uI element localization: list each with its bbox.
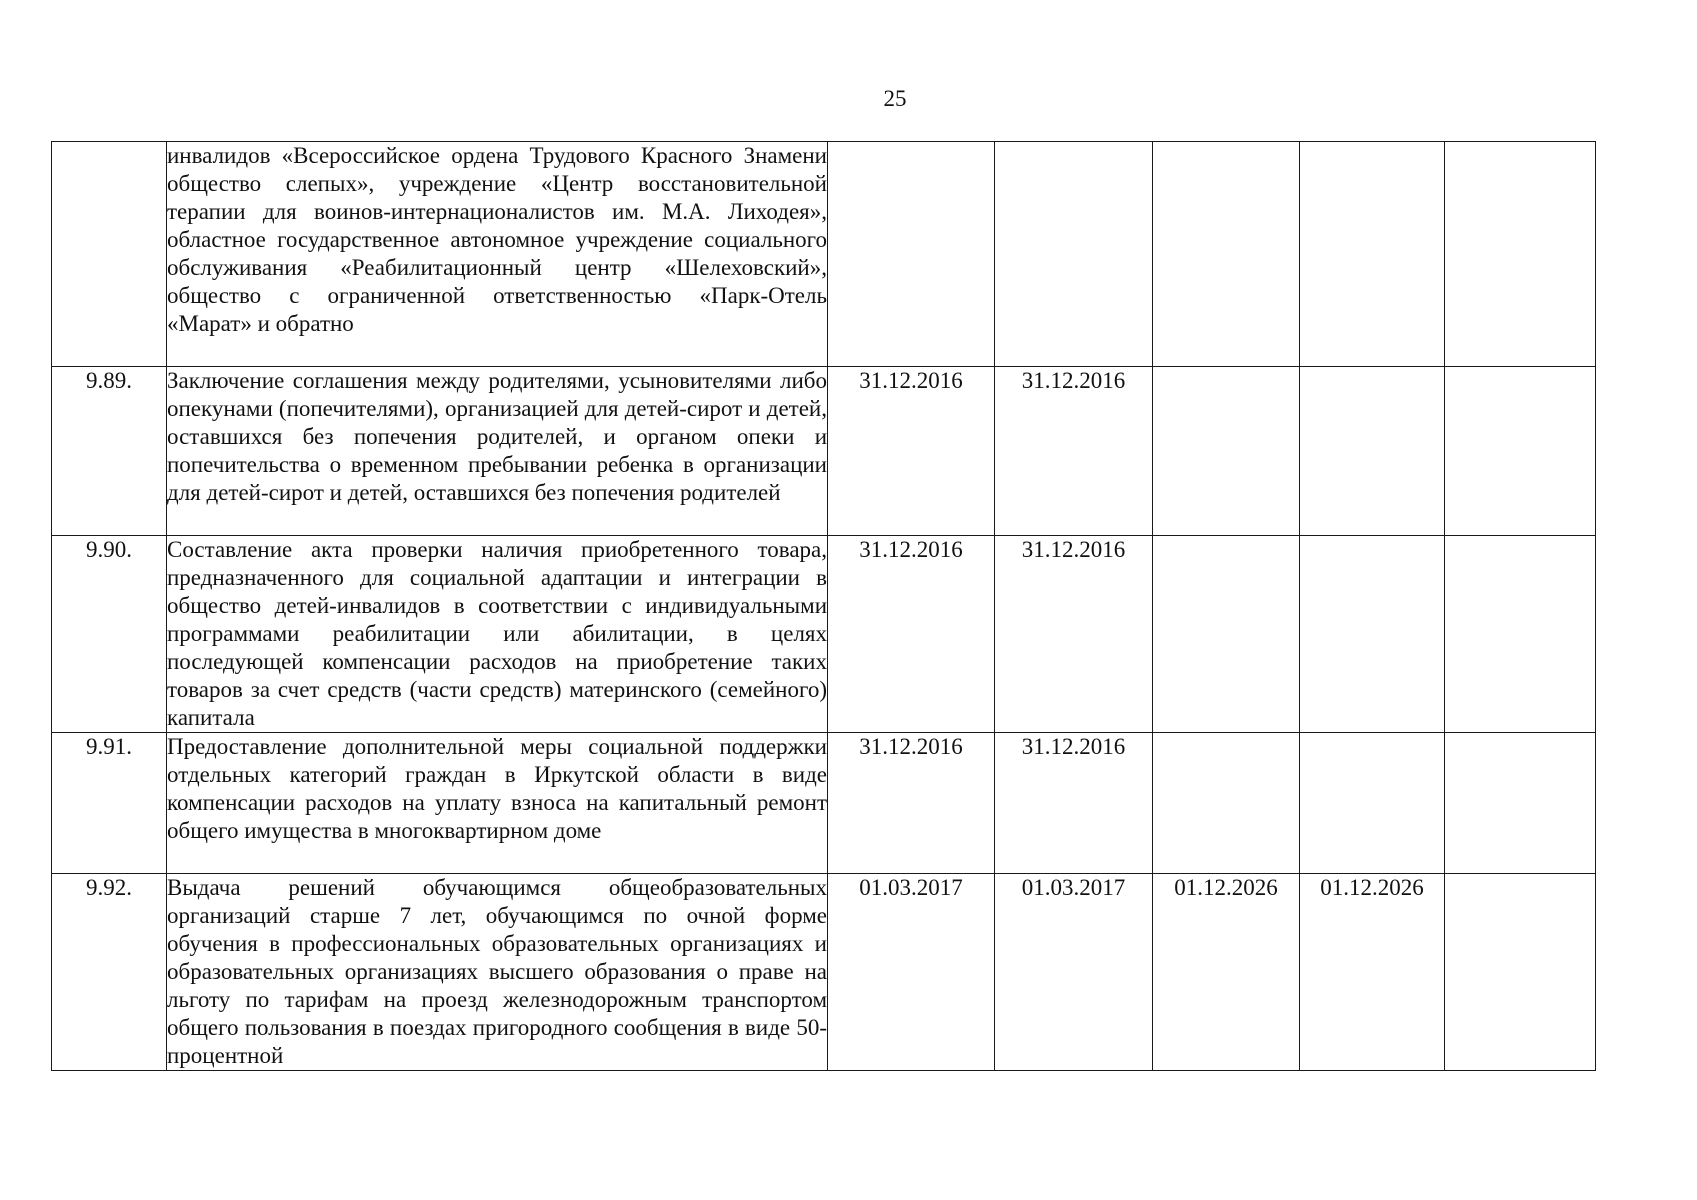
- page-number: 25: [883, 86, 907, 111]
- row-date-5: [1445, 367, 1596, 536]
- row-date-2: 31.12.2016: [995, 367, 1153, 536]
- row-date-5: [1445, 733, 1596, 874]
- row-date-1: 01.03.2017: [828, 874, 995, 1071]
- row-number: 9.89.: [52, 367, 167, 536]
- row-date-3: [1153, 367, 1300, 536]
- table-row: [52, 142, 1596, 367]
- row-date-3: [1153, 536, 1300, 733]
- row-date-1: 31.12.2016: [828, 733, 995, 874]
- row-description: инвалидов «Всероссийское ордена Трудового Красного Знамени общество слепых», учреждение «Центр восстановительной терапии для воинов-интернационалистов им. М.А. Лиходея», областное государственное автономное учреждение социального обслуживания «Реабилитационный центр «Шелеховский», общество с ограниченной ответственностью «Парк-Отель «Марат» и обратно: [167, 142, 828, 367]
- row-description: Выдача решений обучающимся общеобразовательных организаций старше 7 лет, обучающимся по очной форме обучения в профессиональных образовательных организациях и образовательных организациях высшего образования о праве на льготу по тарифам на проезд железнодорожным транспортом общего пользования в поездах пригородного сообщения в виде 50-процентной: [167, 874, 828, 1071]
- row-date-4: [1300, 733, 1445, 874]
- row-date-5: [1445, 874, 1596, 1071]
- services-table: [51, 141, 1596, 1071]
- row-date-1: 31.12.2016: [828, 536, 995, 733]
- row-date-3: [1153, 142, 1300, 367]
- row-date-1: [828, 142, 995, 367]
- row-date-4: [1300, 536, 1445, 733]
- row-description: Заключение соглашения между родителями, усыновителями либо опекунами (попечителями), организацией для детей-сирот и детей, оставшихся без попечения родителей, и органом опеки и попечительства о временном пребывании ребенка в организации для детей-сирот и детей, оставшихся без попечения родителей: [167, 367, 828, 536]
- row-date-3: [1153, 733, 1300, 874]
- row-number: 9.92.: [52, 874, 167, 1071]
- table-row: [52, 367, 1596, 536]
- row-number: [52, 142, 167, 367]
- row-date-4: 01.12.2026: [1300, 874, 1445, 1071]
- table-row: [52, 874, 1596, 1071]
- row-date-3: 01.12.2026: [1153, 874, 1300, 1071]
- row-description: Составление акта проверки наличия приобретенного товара, предназначенного для социальной адаптации и интеграции в общество детей-инвалидов в соответствии с индивидуальными программами реабилитации или абилитации, в целях последующей компенсации расходов на приобретение таких товаров за счет средств (части средств) материнского (семейного) капитала: [167, 536, 828, 733]
- row-date-5: [1445, 142, 1596, 367]
- row-description: Предоставление дополнительной меры социальной поддержки отдельных категорий граждан в Иркутской области в виде компенсации расходов на уплату взноса на капитальный ремонт общего имущества в многоквартирном доме: [167, 733, 828, 874]
- row-date-2: [995, 142, 1153, 367]
- row-date-1: 31.12.2016: [828, 367, 995, 536]
- row-number: 9.90.: [52, 536, 167, 733]
- row-date-2: 01.03.2017: [995, 874, 1153, 1071]
- row-date-4: [1300, 367, 1445, 536]
- row-number: 9.91.: [52, 733, 167, 874]
- row-date-2: 31.12.2016: [995, 733, 1153, 874]
- row-date-5: [1445, 536, 1596, 733]
- row-date-2: 31.12.2016: [995, 536, 1153, 733]
- table-row: [52, 733, 1596, 874]
- table-row: [52, 536, 1596, 733]
- row-date-4: [1300, 142, 1445, 367]
